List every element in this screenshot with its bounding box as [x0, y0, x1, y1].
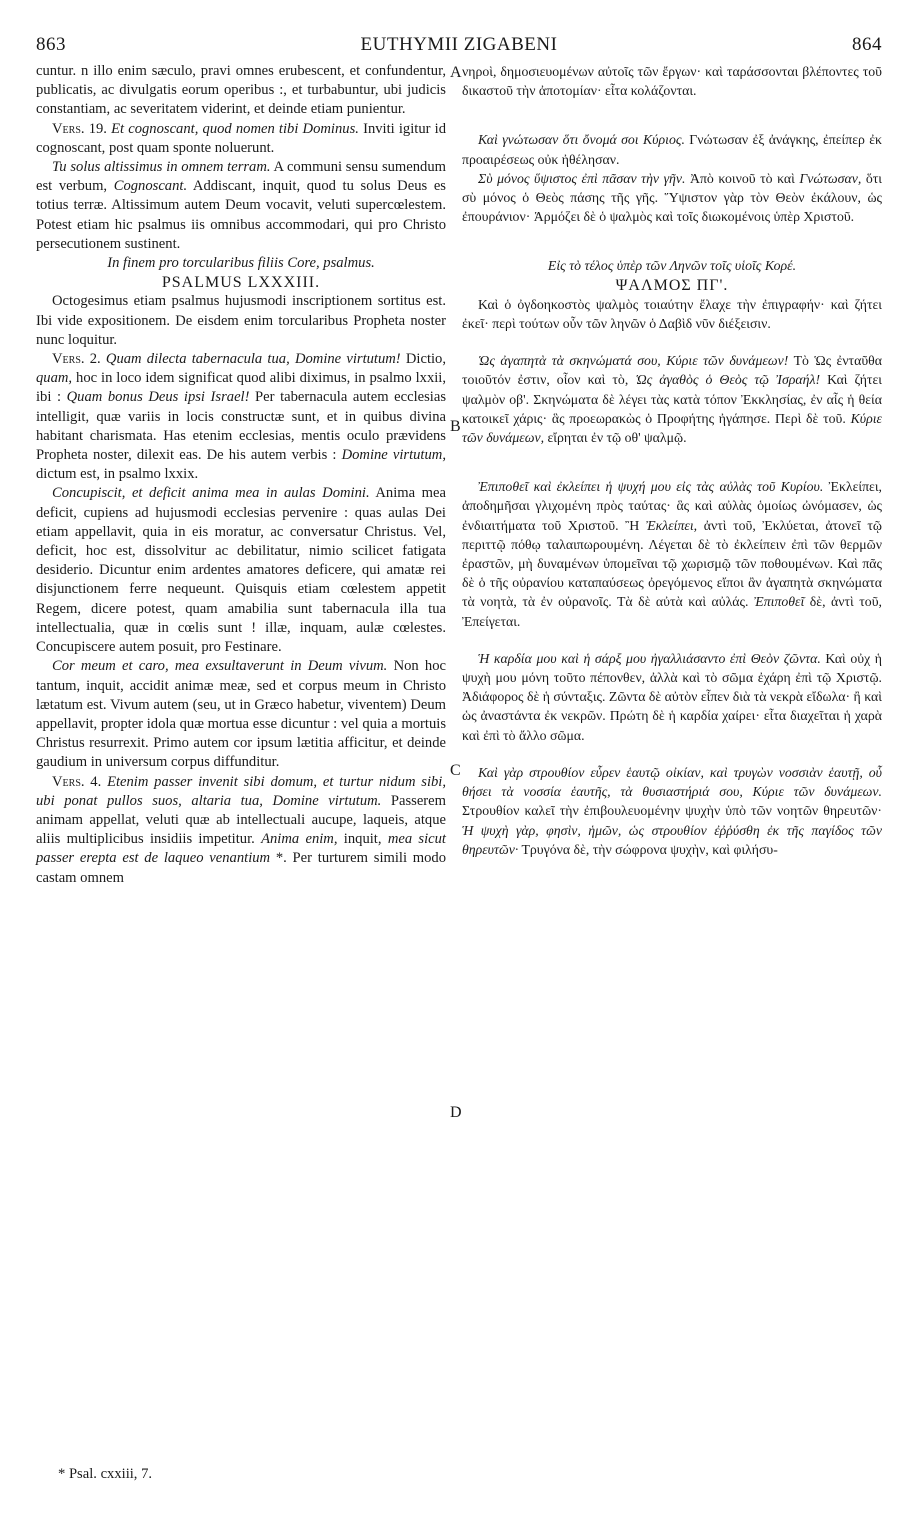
commentary-text: A communi sensu sumendum est verbum,: [36, 159, 447, 195]
footnote: * Psal. cxxiii, 7.: [58, 1466, 153, 1482]
margin-marker-a: A: [450, 64, 462, 81]
verse-text: Tu solus altissimus in omnem terram.: [52, 159, 271, 176]
greek-paragraph: Ἐπιποθεῖ καὶ ἐκλείπει ἡ ψυχή μου εἰς τὰς αὐλὰς τοῦ Κυρίου. Ἐκλείπει, ἀποδημῆσαι γλιχομένη πρὸς ταύτας· ἃς καὶ αὐλὰς ὁμοίως ὠνόμασεν, ὡς ἐνδιαιτήματα τοῦ Χριστοῦ. Ἢ Ἐκλείπει, ἀντὶ τοῦ, Ἐκλύεται, ἀτονεῖ τῷ περιττῷ πόθῳ ταλαιπωρουμένη. Λέγεται δὲ τὸ ἐκλείπειν ἐπὶ τῶν θερμῶν ἐραστῶν, μὴ δυναμένων ὑπομεῖναι τῷ χωρισμῷ τῶν ποθουμένων. Καὶ πᾶς δὲ ὁ τῆς οὐρανίου καταπαύσεως ὀρεγόμενος εἴποι ἂν ἀγαπητὰ σκηνώματα τὰ νοητὰ, τὰ ἐν οὐρανοῖς. Τὰ δὲ αὐτὰ καὶ αὐλάς. Ἐπιποθεῖ δὲ, ἀντὶ τοῦ, Ἐπείγεται.: [462, 479, 883, 629]
verse-text: Ὡς ἀγαπητὰ τὰ σκηνώματά σου, Κύριε τῶν δυνάμεων!: [478, 353, 789, 369]
latin-paragraph: Octogesimus etiam psalmus hujusmodi inscriptionem sortitus est. Ibi vide expositionem. De eisdem enim torcularibus Propheta noster nunc loquitur.: [36, 293, 446, 348]
psalm-heading: ΨΑΛΜΟΣ ΠΓ'.: [615, 276, 729, 294]
verse-text: Cor meum et caro, mea exsultaverunt in Deum vivum.: [52, 658, 388, 675]
margin-marker-d: D: [450, 1104, 462, 1121]
verse-text: Ἐπιποθεῖ καὶ ἐκλείπει ἡ ψυχή μου εἰς τὰς αὐλὰς τοῦ Κυρίου.: [478, 479, 824, 495]
emphasis-text: Cognoscant.: [113, 178, 188, 195]
psalm-inscription: In finem pro torcularibus filiis Core, psalmus.: [107, 255, 375, 272]
verse-text: Quam dilecta tabernacula tua, Domine virtutum!: [105, 351, 401, 368]
running-title: EUTHYMII ZIGABENI: [360, 34, 558, 55]
page-number-right: 864: [852, 34, 882, 55]
page-number-left: 863: [36, 34, 66, 55]
margin-marker-b: B: [450, 418, 461, 435]
psalm-heading: PSALMUS LXXXIII.: [161, 274, 321, 292]
greek-paragraph: Καὶ γὰρ στρουθίον εὗρεν ἑαυτῷ οἰκίαν, καὶ τρυγὼν νοσσιὰν ἑαυτῇ, οὗ θήσει τὰ νοσσία ἑαυτῆς, τὰ θυσιαστήριά σου, Κύριε τῶν δυνάμεων. Στρουθίον καλεῖ τὴν ἐπιβουλευομένην ψυχὴν ὑπὸ τῶν νοητῶν θηρευτῶν· Ἡ ψυχὴ γὰρ, φησὶν, ἡμῶν, ὡς στρουθίον ἐῤῥύσθη ἐκ τῆς παγίδος τῶν θηρευτῶν· Τρυγόνα δὲ, τὴν σώφρονα ψυχὴν, καὶ φιλήσυ-: [462, 764, 882, 857]
latin-paragraph: [36, 158, 446, 254]
verse-label: Vers. 19.: [52, 120, 107, 137]
greek-paragraph: Ὡς ἀγαπητὰ τὰ σκηνώματά σου, Κύριε τῶν δυνάμεων! Τὸ Ὡς ἐνταῦθα τοιοῦτόν ἐστιν, οἷον καὶ τὸ, Ὡς ἀγαθὸς ὁ Θεὸς τῷ Ἰσραήλ! Καὶ ζήτει ψαλμὸν οβ'. Σκηνώματα δὲ λέγει τὰς κατὰ τόπον Ἐκκλησίας, ἐν αἷς ἡ θεία κατοικεῖ χάρις· ἃς προεωρακὼς ὁ Προφήτης ἠγάπησε. Περὶ δὲ τοῦ. Κύριε τῶν δυνάμεων, εἴρηται ἐν τῷ οθ' ψαλμῷ.: [462, 353, 882, 446]
latin-paragraph: [36, 120, 446, 158]
verse-label: Vers. 2.: [52, 351, 101, 368]
latin-paragraph: Cor meum et caro, mea exsultaverunt in Deum vivum. Non hoc tantum, inquit, accidit animæ meæ, sed et corpus meum in Christo lætatum est. Vivum autem (seu, ut in Græco habetur, viventem) Deum appellavit, propter idola quæ mortua esse dicuntur : vel quia a mortuis Christus resurrexit. Primo autem cor ipsum lætitia afficitur, et deinde gaudium in universum corpus diffunditur.: [36, 658, 446, 771]
verse-text: Et cognoscant, quod nomen tibi Dominus.: [111, 120, 359, 137]
latin-paragraph: Concupiscit, et deficit anima mea in aulas Domini. Anima mea deficit, cupiens ad hujusmodi ecclesias pervenire : quas aulas Dei etiam appellavit, quia in eis moratur, ac conversatur Christus. Vel, deficit, hoc est, dissolvitur ac debilitatur, nimio scilicet fatigata desiderio. Dicuntur enim ardentes amatores deficere, qui amatæ rei disjunctionem ferre nequeunt. Quisquis etiam cœlestem appetit Regem, dicere potest, quam amabilia sunt tabernacula illa tua intellectualia, quæ in cœlis sunt ! illæ, inquam, aulæ cœlestes. Concupiscere autem posuit, pro Festinare.: [36, 485, 446, 656]
latin-paragraph: Vers. 4. Etenim passer invenit sibi domum, et turtur nidum sibi, ubi ponat pullos suos, altaria tua, Domine virtutum. Passerem animam appellat, veluti quæ ab intellectuali aucupe, laqueis, atque aliis multiplicibus insidiis impetitur. Anima enim, inquit, mea sicut passer erepta est de laqueo venantium *. Per turturem simili modo castam omnem: [36, 773, 447, 886]
verse-text: Καὶ γνώτωσαν ὅτι ὄνομά σοι Κύριος.: [478, 132, 685, 148]
page-header: [36, 34, 882, 60]
verse-text: Etenim passer invenit sibi domum, et turtur nidum sibi, ubi ponat pullos suos, altaria tua, Domine virtutum.: [36, 773, 446, 809]
greek-paragraph: νηροὶ, δημοσιευομένων αὐτοῖς τῶν ἔργων· καὶ ταράσσονται βλέποντες τοῦ δικαστοῦ τὴν ἀποτομίαν· εἶτα κολάζονται.: [462, 64, 882, 99]
psalm-inscription: Εἰς τὸ τέλος ὑπὲρ τῶν Ληνῶν τοῖς υἱοῖς Κορέ.: [547, 258, 797, 274]
verse-text: Concupiscit, et deficit anima mea in aulas Domini.: [52, 485, 370, 502]
latin-paragraph: cuntur. n illo enim sæculo, pravi omnes erubescent, et confundentur, publicatis, ac divulgatis eorum operibus :, et turbabuntur, ubi judicis constantiam, ac severitatem viderint, et deinde etiam punientur.: [36, 63, 446, 118]
verse-text: Σὺ μόνος ὕψιστος ἐπὶ πᾶσαν τὴν γῆν.: [478, 170, 686, 186]
greek-paragraph: Καὶ γνώτωσαν ὅτι ὄνομά σοι Κύριος. Γνώτωσαν ἐξ ἀνάγκης, ἐπείπερ ἐκ προαιρέσεως οὐκ ἠθέλησαν.: [462, 132, 882, 167]
latin-paragraph: Vers. 2. Quam dilecta tabernacula tua, Domine virtutum! Dictio, quam, hoc in loco idem significat quod alibi diximus, in psalmo lxxii, ibi : Quam bonus Deus ipsi Israel! Per tabernacula autem ecclesias intelligit, quæ variis in locis constructæ sunt, et in quibus divina habitant charismata. Has etenim ecclesias, mentis oculo prævidens Propheta noster, dilexit eas. De his autem verbis : Domine virtutum, dictum est, in psalmo lxxix.: [36, 351, 447, 483]
verse-text: Ἡ καρδία μου καὶ ἡ σάρξ μου ἠγαλλιάσαντο ἐπὶ Θεὸν ζῶντα.: [478, 650, 821, 666]
margin-marker-c: C: [450, 762, 461, 779]
verse-text: Καὶ γὰρ στρουθίον εὗρεν ἑαυτῷ οἰκίαν, καὶ τρυγὼν νοσσιὰν ἑαυτῇ, οὗ θήσει τὰ νοσσία ἑαυτῆς, τὰ θυσιαστήριά σου, Κύριε τῶν δυνάμεων.: [462, 764, 882, 800]
greek-paragraph: Σὺ μόνος ὕψιστος ἐπὶ πᾶσαν τὴν γῆν. Ἀπὸ κοινοῦ τὸ καὶ Γνώτωσαν, ὅτι σὺ μόνος ὁ Θεὸς πάσης τῆς γῆς. Ὕψιστον γὰρ τὸν Θεὸν ἐκάλουν, ὡς ἐπουράνιον· Ἁρμόζει δὲ ὁ ψαλμὸς καὶ τοῖς διωκομένοις ὑπὲρ Χριστοῦ.: [462, 170, 882, 225]
greek-paragraph: Καὶ ὁ ὀγδοηκοστὸς ψαλμὸς τοιαύτην ἔλαχε τὴν ἐπιγραφήν· καὶ ζήτει ἐκεῖ· περὶ τούτων οὖν τῶν ληνῶν ὁ Δαβὶδ νῦν διέξεισιν.: [462, 296, 882, 332]
greek-column: [462, 62, 882, 859]
latin-column: [36, 62, 446, 888]
commentary-text: Inviti igitur id cognoscant, post quam sponte noluerunt.: [36, 120, 446, 156]
commentary-text: Addiscant, inquit, quod tu solus Deus es totius terræ. Altissimum autem Deum vocavit, veluti supercœlestem. Potest etiam hic psalmus iis omnibus accommodari, qui pro Christo persecutionem sustinent.: [36, 178, 446, 252]
greek-paragraph: Ἡ καρδία μου καὶ ἡ σάρξ μου ἠγαλλιάσαντο ἐπὶ Θεὸν ζῶντα. Καὶ οὐχ ἡ ψυχὴ μου μόνη τοῦτο πέπονθεν, ἀλλὰ καὶ τὸ σῶμα ἐχάρη ἐπὶ τῷ Χριστῷ. Ἀδιάφορος δὲ ἡ σύνταξις. Ζῶντα δὲ αὐτὸν εἶπεν διὰ τὰ νεκρὰ εἴδωλα· ἢ καὶ ὡς ἀναστάντα ἐκ νεκρῶν. Πρώτη δὲ ἡ καρδία χαίρει· εἶτα διαχεῖται ἡ χαρὰ καὶ ἐπὶ τὸ ἄλλο σῶμα.: [462, 650, 883, 743]
verse-label: Vers. 4.: [52, 773, 102, 790]
